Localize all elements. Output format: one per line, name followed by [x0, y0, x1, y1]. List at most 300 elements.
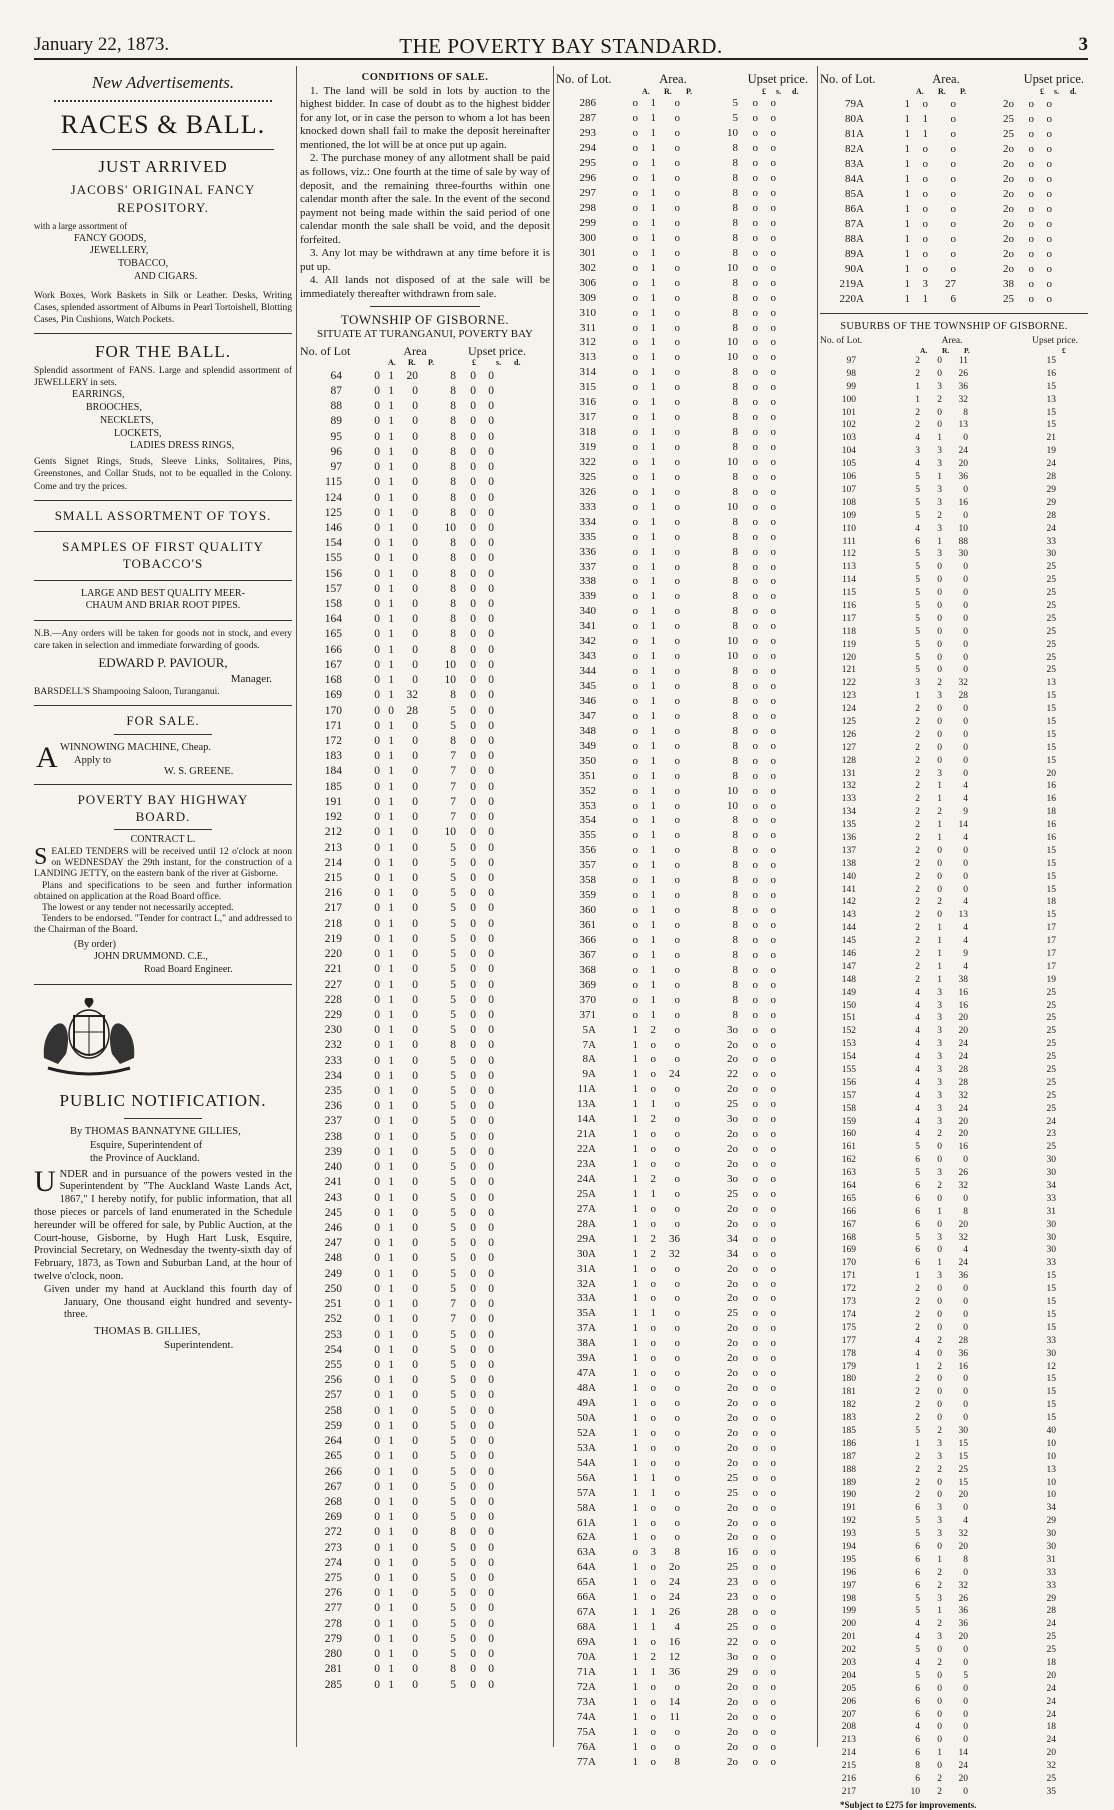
table-cell: 369 — [579, 978, 596, 991]
table-cell: 0 — [470, 1024, 476, 1037]
table-cell: 0 — [963, 1645, 968, 1656]
table-row — [820, 535, 1088, 548]
table-cell: 24 — [958, 1761, 968, 1772]
divider — [34, 984, 292, 985]
table-cell: 0 — [412, 1313, 418, 1326]
table-cell: 25 — [1003, 127, 1014, 140]
table-row — [820, 703, 1088, 716]
table-cell: 0 — [488, 613, 494, 626]
table-row — [556, 1336, 814, 1351]
table-cell: 32 — [958, 1529, 968, 1540]
table-cell: 0 — [470, 887, 476, 900]
table-cell: 1 — [388, 978, 394, 991]
table-cell: 0 — [374, 1648, 380, 1661]
table-cell: o — [752, 1710, 758, 1723]
table-cell: 0 — [937, 1219, 942, 1230]
table-cell: 0 — [412, 841, 418, 854]
table-cell: 4 — [915, 1077, 920, 1088]
table-cell: 8 — [732, 889, 738, 902]
table-cell: 0 — [412, 1237, 418, 1250]
table-cell: 0 — [470, 1282, 476, 1295]
table-cell: 0 — [963, 652, 968, 663]
table-row — [820, 419, 1088, 432]
table-cell: o — [632, 142, 638, 155]
table-cell: 0 — [488, 1252, 494, 1265]
table-cell: o — [770, 411, 776, 424]
table-row — [820, 126, 1088, 141]
area-column-header: Area. — [659, 72, 687, 86]
table-cell: o — [674, 1143, 680, 1156]
table-cell: 135 — [841, 820, 856, 831]
table-cell: o — [674, 1008, 680, 1021]
table-cell: 2o — [727, 1456, 738, 1469]
table-cell: 1 — [388, 1465, 394, 1478]
table-cell: 3 — [937, 1451, 942, 1462]
table-cell: 0 — [937, 407, 942, 418]
table-cell: 350 — [579, 754, 596, 767]
divider — [34, 705, 292, 706]
table-cell: 0 — [470, 1191, 476, 1204]
table-cell: 8 — [732, 709, 738, 722]
table-cell: o — [632, 739, 638, 752]
table-cell: 5 — [450, 1511, 456, 1524]
table-cell: 0 — [412, 1480, 418, 1493]
table-cell: 0 — [374, 1465, 380, 1478]
table-cell: o — [770, 261, 776, 274]
table-cell: 0 — [470, 963, 476, 976]
table-cell: 15 — [1046, 1309, 1056, 1320]
table-cell: 8 — [732, 216, 738, 229]
table-cell: o — [770, 1008, 776, 1021]
table-cell: 1 — [632, 1277, 638, 1290]
table-cell: o — [674, 1128, 680, 1141]
table-cell: 2 — [915, 845, 920, 856]
table-cell: 8 — [450, 1663, 456, 1676]
table-cell: 8 — [915, 1761, 920, 1772]
table-row — [556, 1321, 814, 1336]
table-cell: 5 — [450, 948, 456, 961]
table-cell: o — [674, 575, 680, 588]
table-cell: 5 — [450, 1572, 456, 1585]
table-cell: o — [674, 1531, 680, 1544]
table-cell: 141 — [841, 884, 856, 895]
table-cell: 11A — [577, 1083, 596, 1096]
table-cell: 1 — [388, 384, 394, 397]
table-cell: o — [770, 1710, 776, 1723]
table-cell: 25 — [1046, 1026, 1056, 1037]
table-cell: o — [650, 1695, 656, 1708]
table-cell: o — [770, 829, 776, 842]
table-row — [300, 688, 550, 703]
table-cell: o — [752, 1352, 758, 1365]
table-cell: 25 — [727, 1098, 738, 1111]
table-cell: o — [1046, 112, 1052, 125]
table-cell: 2 — [915, 407, 920, 418]
table-cell: o — [650, 1576, 656, 1589]
newspaper-title: THE POVERTY BAY STANDARD. — [399, 34, 723, 58]
perches-header: P. — [686, 87, 693, 96]
table-row — [556, 1515, 814, 1530]
table-cell: o — [752, 261, 758, 274]
table-cell: 163 — [841, 1168, 856, 1179]
table-cell: 1 — [904, 277, 910, 290]
table-cell: 2 — [915, 1297, 920, 1308]
table-row — [300, 794, 550, 809]
table-cell: o — [770, 1621, 776, 1634]
table-cell: 0 — [937, 1645, 942, 1656]
table-cell: 0 — [963, 588, 968, 599]
table-row — [820, 1270, 1088, 1283]
table-row — [300, 642, 550, 657]
table-cell: o — [770, 1516, 776, 1529]
table-cell: o — [752, 1486, 758, 1499]
table-cell: 0 — [412, 1206, 418, 1219]
table-row — [556, 1455, 814, 1470]
table-cell: 1 — [388, 1054, 394, 1067]
table-cell: 0 — [963, 665, 968, 676]
table-cell: 15 — [1046, 884, 1056, 895]
table-cell: 10 — [444, 658, 456, 671]
table-cell: 1 — [650, 859, 656, 872]
table-cell: 0 — [412, 1617, 418, 1630]
table-cell: 103 — [841, 433, 856, 444]
table-cell: 15 — [1046, 1374, 1056, 1385]
table-cell: o — [632, 754, 638, 767]
table-cell: 278 — [324, 1617, 342, 1630]
table-cell: 96 — [330, 445, 342, 458]
table-cell: 15 — [958, 1477, 968, 1488]
table-cell: o — [674, 441, 680, 454]
table-cell: 6 — [915, 1683, 920, 1694]
table-row — [820, 1334, 1088, 1347]
table-cell: 6 — [915, 1219, 920, 1230]
conditions-heading: CONDITIONS OF SALE. — [361, 72, 489, 83]
table-cell: 177 — [841, 1335, 856, 1346]
table-cell: 346 — [579, 694, 596, 707]
table-cell: o — [674, 859, 680, 872]
table-cell: 0 — [374, 1145, 380, 1158]
table-cell: o — [752, 470, 758, 483]
table-cell: o — [922, 247, 928, 260]
table-row — [820, 741, 1088, 754]
table-cell: o — [950, 217, 956, 230]
table-cell: 338 — [579, 575, 596, 588]
table-cell: 1 — [388, 598, 394, 611]
table-cell: 0 — [470, 1374, 476, 1387]
table-cell: 0 — [470, 674, 476, 687]
divider — [34, 784, 292, 785]
table-cell: 34 — [727, 1232, 738, 1245]
table-cell: 100 — [841, 394, 856, 405]
table-row — [300, 901, 550, 916]
table-cell: 0 — [488, 1267, 494, 1280]
table-cell: o — [770, 396, 776, 409]
table-cell: 18 — [1046, 807, 1056, 818]
table-cell: 1 — [632, 1561, 638, 1574]
table-cell: 3 — [937, 1168, 942, 1179]
table-cell: 80A — [845, 112, 864, 125]
table-cell: 1 — [388, 1206, 394, 1219]
table-cell: 22 — [727, 1068, 738, 1081]
table-cell: 14 — [958, 1748, 968, 1759]
table-cell: o — [752, 97, 758, 110]
table-cell: 2 — [650, 1023, 656, 1036]
divider — [52, 149, 274, 150]
table-row — [820, 806, 1088, 819]
table-cell: 0 — [488, 1343, 494, 1356]
table-cell: 68A — [577, 1621, 596, 1634]
table-cell: 25 — [958, 1464, 968, 1475]
table-cell: 1 — [388, 1267, 394, 1280]
table-cell: 4 — [915, 459, 920, 470]
table-cell: o — [650, 1068, 656, 1081]
table-cell: o — [650, 1456, 656, 1469]
table-cell: 5 — [450, 1465, 456, 1478]
table-cell: 302 — [579, 261, 596, 274]
divider — [34, 620, 292, 621]
table-cell: 0 — [470, 1602, 476, 1615]
table-cell: 0 — [374, 750, 380, 763]
table-cell: 239 — [324, 1145, 342, 1158]
table-cell: 6 — [915, 1735, 920, 1746]
table-cell: o — [770, 1725, 776, 1738]
table-cell: 1 — [650, 231, 656, 244]
table-cell: 8 — [732, 963, 738, 976]
table-cell: 4 — [963, 923, 968, 934]
table-row — [820, 651, 1088, 664]
table-cell: 2 — [915, 794, 920, 805]
table-cell: 0 — [374, 826, 380, 839]
table-cell: o — [752, 560, 758, 573]
table-cell: o — [650, 1322, 656, 1335]
table-cell: 5 — [450, 1541, 456, 1554]
table-cell: o — [770, 1202, 776, 1215]
table-cell: 2 — [915, 356, 920, 367]
table-cell: o — [674, 919, 680, 932]
table-row — [556, 1201, 814, 1216]
table-cell: 0 — [374, 1100, 380, 1113]
table-cell: 64 — [330, 369, 342, 382]
table-cell: 14 — [669, 1695, 680, 1708]
table-cell: o — [752, 709, 758, 722]
table-cell: 0 — [412, 506, 418, 519]
table-cell: 182 — [841, 1400, 856, 1411]
table-cell: 0 — [488, 1404, 494, 1417]
table-cell: 20 — [958, 1026, 968, 1037]
table-cell: o — [770, 1755, 776, 1768]
table-cell: 88 — [958, 536, 968, 547]
table-cell: 76A — [577, 1740, 596, 1753]
table-cell: 314 — [579, 366, 596, 379]
column-rule — [553, 66, 554, 1747]
table-cell: o — [674, 112, 680, 125]
table-row — [300, 1007, 550, 1022]
table-cell: 4 — [915, 1065, 920, 1076]
table-cell: o — [752, 187, 758, 200]
table-cell: o — [1028, 247, 1034, 260]
table-row — [820, 393, 1088, 406]
table-cell: 25 — [1046, 1039, 1056, 1050]
table-cell: o — [752, 142, 758, 155]
table-cell: o — [770, 560, 776, 573]
table-cell: o — [674, 1471, 680, 1484]
table-cell: 8 — [732, 874, 738, 887]
table-row — [820, 948, 1088, 961]
table-row — [556, 260, 814, 275]
table-cell: 0 — [488, 476, 494, 489]
roods-header: R. — [938, 87, 946, 96]
table-cell: 2o — [727, 1367, 738, 1380]
table-cell: o — [752, 1292, 758, 1305]
table-cell: 0 — [488, 1161, 494, 1174]
table-cell: 17 — [1046, 923, 1056, 934]
table-cell: 26 — [669, 1606, 680, 1619]
table-cell: 8 — [450, 689, 456, 702]
table-cell: o — [770, 620, 776, 633]
table-cell: 54A — [577, 1456, 596, 1469]
table-cell: 5 — [450, 1206, 456, 1219]
table-cell: 0 — [374, 1435, 380, 1448]
shillings-header: s. — [1054, 87, 1060, 96]
table-cell: 1 — [650, 455, 656, 468]
table-cell: 2o — [727, 1352, 738, 1365]
table-cell: 0 — [374, 1237, 380, 1250]
table-cell: 101 — [841, 407, 856, 418]
issue-date: January 22, 1873. — [34, 34, 170, 55]
table-cell: 8 — [450, 1039, 456, 1052]
table-cell: 1 — [650, 1486, 656, 1499]
table-cell: 285 — [324, 1678, 342, 1691]
table-cell: 0 — [374, 1556, 380, 1569]
table-row — [556, 977, 814, 992]
table-row — [300, 947, 550, 962]
table-row — [820, 1309, 1088, 1322]
table-cell: o — [674, 530, 680, 543]
table-cell: 0 — [412, 400, 418, 413]
table-cell: 2o — [727, 1441, 738, 1454]
table-row — [820, 587, 1088, 600]
table-cell: o — [632, 396, 638, 409]
table-cell: 0 — [937, 1400, 942, 1411]
table-cell: 1 — [388, 1298, 394, 1311]
table-cell: 1 — [388, 1237, 394, 1250]
table-cell: 32 — [958, 1090, 968, 1101]
table-cell: 0 — [374, 445, 380, 458]
table-row — [556, 634, 814, 649]
table-row — [820, 291, 1088, 306]
table-row — [820, 1644, 1088, 1657]
table-cell: o — [674, 142, 680, 155]
table-cell: 2 — [915, 1490, 920, 1501]
table-cell: 0 — [374, 1054, 380, 1067]
table-cell: 0 — [488, 1206, 494, 1219]
table-row — [556, 962, 814, 977]
table-cell: o — [632, 455, 638, 468]
table-cell: 8 — [450, 628, 456, 641]
table-cell: 1 — [632, 1352, 638, 1365]
table-cell: 200 — [841, 1619, 856, 1630]
table-cell: 0 — [488, 1191, 494, 1204]
table-cell: 2 — [915, 1387, 920, 1398]
table-cell: 195 — [841, 1554, 856, 1565]
table-cell: 5 — [915, 497, 920, 508]
table-cell: 310 — [579, 306, 596, 319]
table-cell: 148 — [841, 974, 856, 985]
table-cell: 311 — [579, 321, 596, 334]
table-cell: 0 — [488, 1572, 494, 1585]
table-cell: 70A — [577, 1650, 596, 1663]
table-row — [300, 1601, 550, 1616]
table-cell: 4 — [915, 1116, 920, 1127]
table-cell: o — [1028, 277, 1034, 290]
table-cell: 147 — [841, 961, 856, 972]
table-cell: 0 — [412, 1511, 418, 1524]
table-row — [300, 1555, 550, 1570]
table-cell: o — [752, 978, 758, 991]
table-cell: 6 — [915, 1554, 920, 1565]
table-cell: 5 — [450, 1389, 456, 1402]
table-cell: 53A — [577, 1441, 596, 1454]
table-cell: o — [770, 874, 776, 887]
table-cell: 128 — [841, 755, 856, 766]
table-cell: 15 — [1046, 381, 1056, 392]
table-cell: o — [752, 246, 758, 259]
table-row — [820, 986, 1088, 999]
table-cell: 69A — [577, 1636, 596, 1649]
table-cell: 26 — [958, 1593, 968, 1604]
table-cell: 192 — [324, 811, 342, 824]
table-cell: 109 — [841, 510, 856, 521]
table-cell: 0 — [374, 1039, 380, 1052]
table-cell: o — [674, 1307, 680, 1320]
earrings-line: EARRINGS, — [72, 389, 125, 401]
table-cell: 5 — [450, 1130, 456, 1143]
table-cell: 340 — [579, 605, 596, 618]
table-cell: 0 — [470, 1541, 476, 1554]
table-row — [556, 141, 814, 156]
table-row — [556, 395, 814, 410]
lot-table-header — [556, 72, 814, 87]
table-cell: 0 — [374, 1541, 380, 1554]
table-cell: 0 — [412, 1282, 418, 1295]
table-row — [556, 499, 814, 514]
table-cell: o — [922, 232, 928, 245]
table-cell: 1 — [388, 841, 394, 854]
table-cell: 132 — [841, 781, 856, 792]
table-cell: 0 — [963, 575, 968, 586]
plans-text: Plans and specifications to be seen and further information obtained on application at the Road Board office. — [34, 880, 292, 902]
table-row — [820, 1592, 1088, 1605]
table-cell: 0 — [374, 1206, 380, 1219]
table-cell: 1 — [650, 351, 656, 364]
table-cell: 0 — [488, 1526, 494, 1539]
table-cell: 2o — [1003, 157, 1014, 170]
table-cell: 5 — [450, 1100, 456, 1113]
table-cell: 0 — [937, 626, 942, 637]
table-cell: 0 — [412, 552, 418, 565]
table-cell: 0 — [488, 1480, 494, 1493]
perches-header: P. — [964, 345, 970, 355]
table-cell: 1 — [388, 674, 394, 687]
table-cell: 313 — [579, 351, 596, 364]
table-cell: 0 — [963, 484, 968, 495]
table-cell: o — [770, 1292, 776, 1305]
table-cell: 2o — [727, 1740, 738, 1753]
table-row — [556, 320, 814, 335]
table-cell: 30 — [1046, 1232, 1056, 1243]
table-row — [820, 1695, 1088, 1708]
table-cell: 106 — [841, 472, 856, 483]
